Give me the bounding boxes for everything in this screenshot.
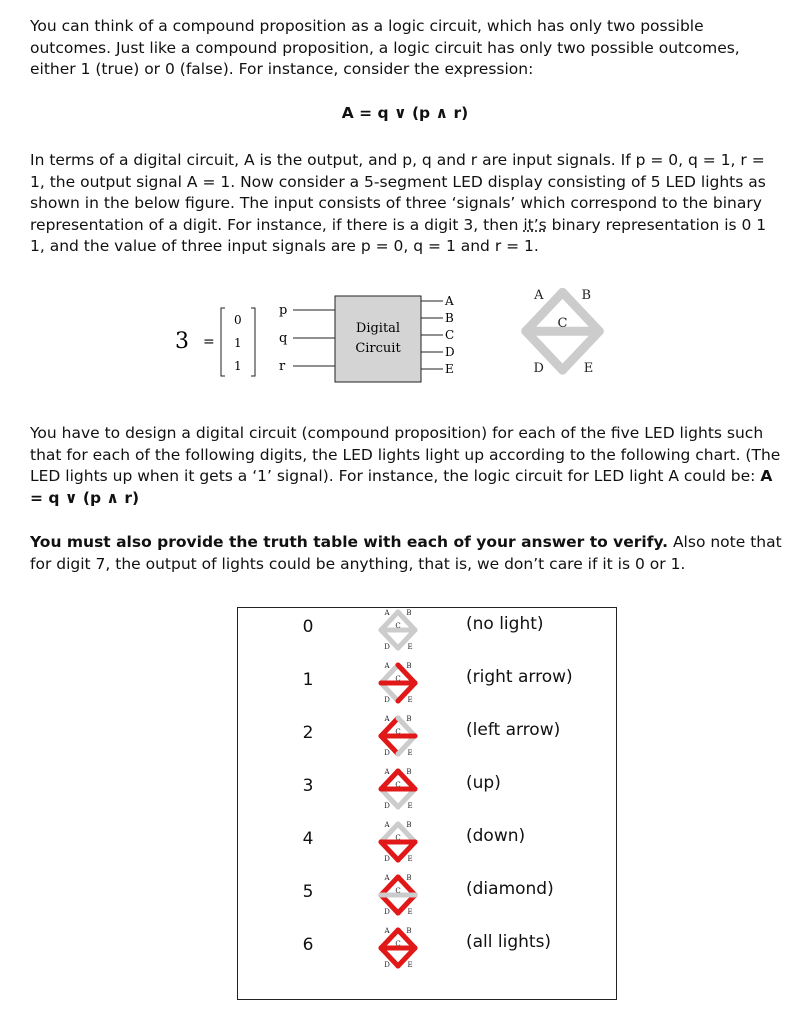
glyph-4-label-a: A — [384, 821, 390, 829]
figure-diamond-label-e: E — [583, 361, 594, 377]
digit-chart — [237, 607, 617, 1000]
vector-bracket-left — [221, 308, 225, 376]
circuit-paragraph — [30, 150, 782, 258]
chart-description: (all lights) — [466, 932, 552, 952]
intro-paragraph: You can think of a compound proposition as a logic circuit, which has only two possible outcomes. Just like a compound proposition, a logic circuit has only two possible outcomes, either 1 (true) or 0 (false). For instance, consider the expression: — [30, 17, 740, 78]
chart-description: (left arrow) — [466, 720, 561, 740]
chart-description: (down) — [466, 826, 526, 846]
output-label-e: E — [445, 362, 454, 376]
glyph-3-label-c: C — [395, 781, 401, 789]
glyph-0-label-c: C — [395, 622, 401, 630]
led-glyph — [376, 767, 420, 815]
led-glyph — [376, 608, 420, 656]
glyph-4-label-e: E — [407, 855, 413, 863]
glyph-5-label-c: C — [395, 887, 401, 895]
glyph-1-label-c: C — [395, 675, 401, 683]
glyph-0-label-a: A — [384, 609, 390, 617]
circuit-figure — [165, 284, 635, 394]
figure-digit: 3 — [175, 329, 189, 354]
glyph-4-label-b: B — [406, 821, 412, 829]
vector-value-1: 1 — [234, 336, 242, 350]
example-formula: A = q ∨ (p ∧ r) — [341, 104, 469, 122]
glyph-3-label-a: A — [384, 768, 390, 776]
figure-diamond-segment-e — [563, 331, 600, 370]
glyph-6-label-e: E — [407, 961, 413, 969]
chart-row — [238, 873, 616, 926]
glyph-0-label-e: E — [407, 643, 413, 651]
note-bold: You must also provide the truth table with each of your answer to verify. — [30, 533, 669, 551]
figure-diamond-label-a: A — [534, 287, 544, 303]
led-glyph — [376, 714, 420, 762]
glyph-5-label-b: B — [406, 874, 412, 882]
chart-digit: 5 — [302, 882, 314, 902]
vector-value-0: 0 — [234, 313, 242, 327]
glyph-0-label-d: D — [384, 643, 390, 651]
glyph-2-label-b: B — [406, 715, 412, 723]
input-label-p: p — [279, 303, 288, 318]
chart-description: (no light) — [466, 614, 544, 634]
glyph-0-label-b: B — [406, 609, 412, 617]
glyph-4-label-d: D — [384, 855, 390, 863]
figure-diamond-segment-d — [526, 331, 563, 370]
chart-row — [238, 714, 616, 767]
circuit-text-b: binary representation is 0 1 1, and the value of three input signals are p = 0, q = 1 and r = 1. — [30, 215, 767, 255]
chart-row — [238, 820, 616, 873]
chart-digit: 3 — [302, 776, 314, 796]
glyph-5-label-e: E — [407, 908, 413, 916]
glyph-3-label-e: E — [407, 802, 413, 810]
digital-circuit-box — [335, 296, 421, 382]
glyph-2-label-d: D — [384, 749, 390, 757]
glyph-5-label-a: A — [384, 874, 390, 882]
glyph-1-label-a: A — [384, 662, 390, 670]
task-text: You have to design a digital circuit (compound proposition) for each of the five LED lights such that for each of the following digits, the LED lights light up according to the following chart. (The LED lights up when it gets a ‘1’ signal). For instance, the logic circuit for LED light A could be: — [30, 424, 781, 485]
glyph-5-label-d: D — [384, 908, 390, 916]
chart-digit: 1 — [302, 670, 314, 690]
glyph-6-label-c: C — [395, 940, 401, 948]
glyph-1-label-b: B — [406, 662, 412, 670]
glyph-1-label-d: D — [384, 696, 390, 704]
figure-diamond-label-c: C — [557, 315, 568, 331]
glyph-1-label-e: E — [407, 696, 413, 704]
chart-digit: 4 — [302, 829, 314, 849]
output-wires — [421, 294, 455, 376]
glyph-6-label-a: A — [384, 927, 390, 935]
box-label-line2: Circuit — [355, 341, 401, 356]
glyph-2-label-e: E — [407, 749, 413, 757]
led-glyph — [376, 926, 420, 974]
output-label-c: C — [445, 328, 455, 342]
chart-row — [238, 661, 616, 714]
chart-digit: 2 — [302, 723, 314, 743]
vector-value-2: 1 — [234, 359, 242, 373]
output-label-a: A — [445, 294, 454, 308]
led-glyph — [376, 820, 420, 868]
led-diamond — [526, 288, 599, 376]
led-glyph — [376, 661, 420, 709]
task-formula: A = q ∨ (p ∧ r) — [30, 467, 773, 507]
note-text: Also note that for digit 7, the output of lights could be anything, that is, we don’t care if it is 0 or 1. — [30, 533, 782, 573]
glyph-2-label-a: A — [384, 715, 390, 723]
glyph-3-label-d: D — [384, 802, 390, 810]
glyph-3-label-b: B — [406, 768, 412, 776]
input-label-r: r — [279, 359, 286, 374]
note-paragraph — [30, 532, 782, 575]
figure-equals: = — [203, 334, 215, 350]
box-label-line1: Digital — [355, 321, 401, 336]
chart-row — [238, 926, 616, 979]
figure-diamond-label-d: D — [533, 361, 544, 377]
output-label-b: B — [445, 311, 454, 325]
figure-diamond-label-b: B — [581, 287, 592, 303]
vector-bracket-right — [251, 308, 255, 376]
circuit-text-a: In terms of a digital circuit, A is the output, and p, q and r are input signals. If p = 0, q = 1, r = 1, the output signal A = 1. Now consider a 5-segment LED display consisting of 5 LED lights as shown in the below figure. The input consists of three ‘signals’ which correspond to the binary representation of a digit. For instance, if there is a digit 3, then — [30, 151, 766, 234]
chart-digit: 0 — [302, 617, 314, 637]
input-label-q: q — [279, 331, 288, 346]
chart-description: (up) — [466, 773, 501, 793]
glyph-2-label-c: C — [395, 728, 401, 736]
glyph-6-label-d: D — [384, 961, 390, 969]
its-word: it’s — [523, 215, 547, 234]
figure-svg — [165, 284, 635, 394]
glyph-4-label-c: C — [395, 834, 401, 842]
task-paragraph — [30, 423, 782, 509]
output-label-d: D — [445, 345, 455, 359]
chart-description: (right arrow) — [466, 667, 573, 687]
chart-row — [238, 608, 616, 661]
led-glyph — [376, 873, 420, 921]
glyph-6-label-b: B — [406, 927, 412, 935]
chart-digit: 6 — [302, 935, 314, 955]
chart-description: (diamond) — [466, 879, 554, 899]
chart-row — [238, 767, 616, 820]
